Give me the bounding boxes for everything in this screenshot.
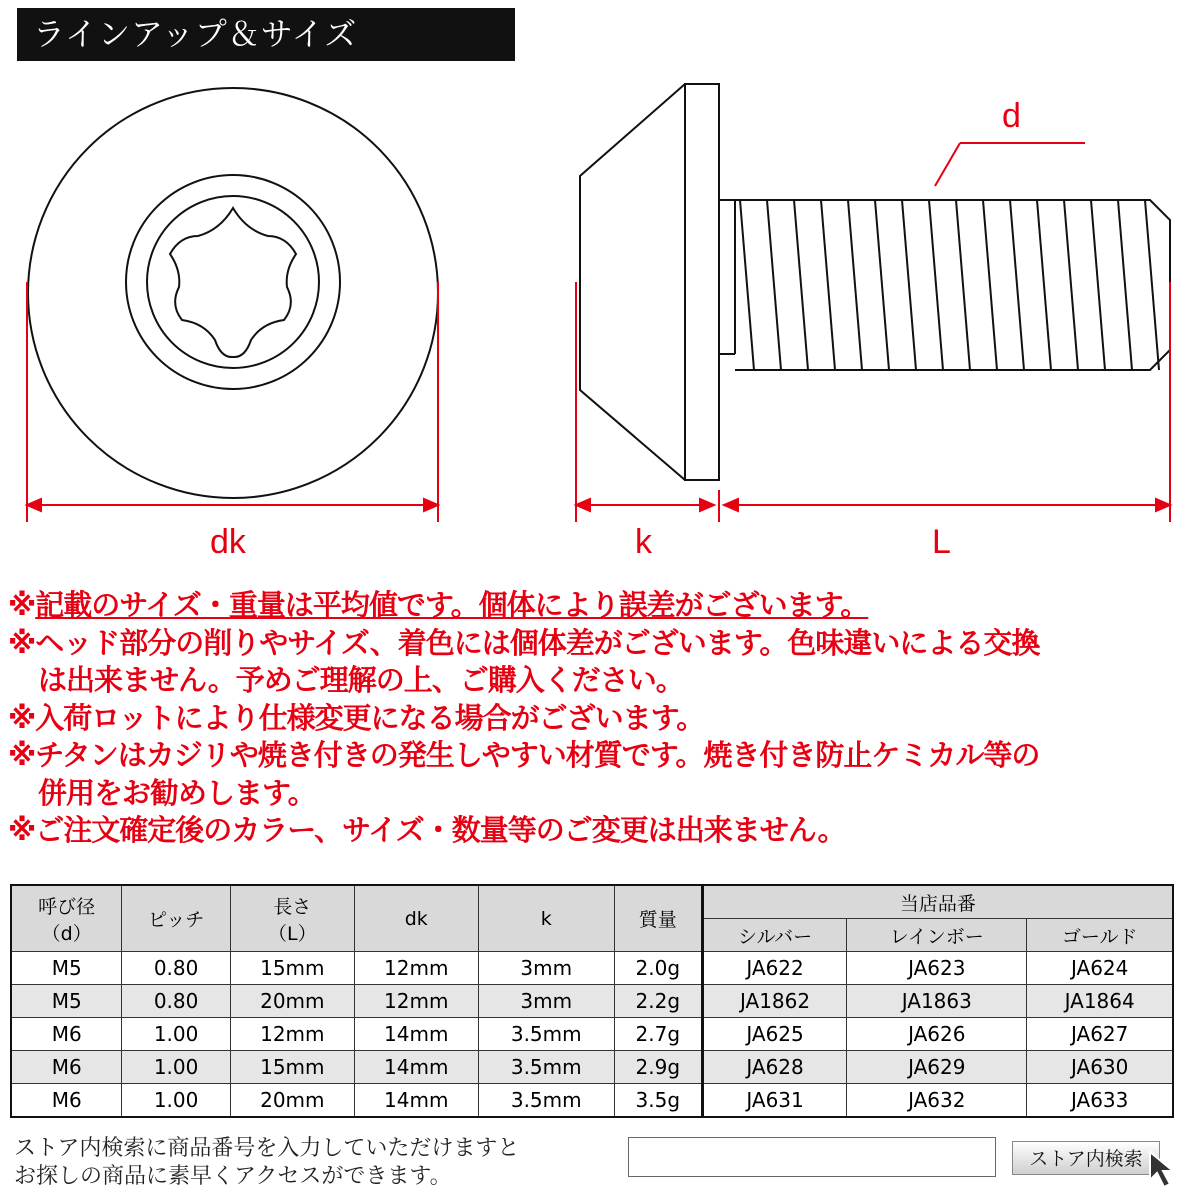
- table-cell: JA627: [1027, 1018, 1173, 1051]
- search-instructions: [14, 1135, 519, 1191]
- thread-line: [821, 200, 835, 370]
- table-cell: 14mm: [354, 1084, 478, 1118]
- table-cell: 0.80: [122, 985, 230, 1018]
- torx-recess-icon: [170, 208, 296, 357]
- table-cell: 3mm: [478, 985, 614, 1018]
- table-cell: 3.5g: [614, 1084, 702, 1118]
- thread-line: [767, 200, 781, 370]
- thread-line: [1037, 200, 1051, 370]
- table-cell: 3.5mm: [478, 1084, 614, 1118]
- table-cell: JA630: [1027, 1051, 1173, 1084]
- table-row: [11, 1084, 1173, 1118]
- header-nominal: 呼び径 （d）: [11, 885, 122, 952]
- note-line: ※記載のサイズ・重量は平均値です。個体により誤差がございます。: [8, 588, 869, 622]
- table-cell: 0.80: [122, 952, 230, 985]
- table-cell: M6: [11, 1018, 122, 1051]
- table-cell: JA622: [702, 952, 846, 985]
- notes-list: [8, 587, 1198, 850]
- table-cell: 12mm: [354, 985, 478, 1018]
- note-line: ※ヘッド部分の削りやサイズ、着色には個体差がございます。色味違いによる交換: [8, 625, 1040, 660]
- thread-line: [983, 200, 997, 370]
- thread-line: [794, 200, 808, 370]
- table-cell: 1.00: [122, 1018, 230, 1051]
- thread-line: [929, 200, 943, 370]
- header-pitch: ピッチ: [122, 885, 230, 952]
- spec-table: [10, 884, 1174, 1118]
- search-instructions-line: ストア内検索に商品番号を入力していただけますと: [14, 1136, 520, 1161]
- table-row: [11, 1051, 1173, 1084]
- cursor-arrow-icon: [1148, 1150, 1188, 1190]
- dim-label-k: k: [635, 523, 652, 561]
- thread-line: [1091, 200, 1105, 370]
- thread-line: [875, 200, 889, 370]
- table-row: [11, 985, 1173, 1018]
- thread-line: [902, 200, 916, 370]
- table-cell: 1.00: [122, 1084, 230, 1118]
- table-cell: M6: [11, 1084, 122, 1118]
- table-cell: 2.0g: [614, 952, 702, 985]
- table-cell: 12mm: [354, 952, 478, 985]
- table-cell: 3.5mm: [478, 1018, 614, 1051]
- table-cell: JA628: [702, 1051, 846, 1084]
- search-instructions-line: お探しの商品に素早くアクセスができます。: [14, 1164, 452, 1189]
- table-cell: 2.9g: [614, 1051, 702, 1084]
- header-store-code: 当店品番: [702, 885, 1173, 919]
- table-cell: 15mm: [230, 952, 354, 985]
- thread-lines: [740, 200, 1159, 370]
- header-silver: シルバー: [702, 919, 846, 952]
- table-cell: JA1863: [847, 985, 1027, 1018]
- bolt-head-front-view: [28, 88, 438, 498]
- table-cell: M5: [11, 952, 122, 985]
- header-dk: dk: [354, 885, 478, 952]
- note-line: は出来ません。予めご理解の上、ご購入ください。: [38, 663, 684, 697]
- header-length: 長さ （L）: [230, 885, 354, 952]
- dim-label-d: d: [1002, 97, 1021, 135]
- table-cell: 3mm: [478, 952, 614, 985]
- table-cell: 20mm: [230, 985, 354, 1018]
- table-cell: 12mm: [230, 1018, 354, 1051]
- table-row: [11, 1018, 1173, 1051]
- table-cell: 3.5mm: [478, 1051, 614, 1084]
- table-row: [11, 952, 1173, 985]
- thread-line: [1010, 200, 1024, 370]
- store-search-input[interactable]: [628, 1137, 996, 1177]
- spec-table-body: [11, 952, 1173, 1118]
- table-cell: JA626: [847, 1018, 1027, 1051]
- header-k: k: [478, 885, 614, 952]
- bolt-diagram: [0, 0, 1200, 580]
- table-cell: 2.2g: [614, 985, 702, 1018]
- note-line: 併用をお勧めします。: [38, 775, 316, 810]
- table-cell: 14mm: [354, 1051, 478, 1084]
- table-cell: M5: [11, 985, 122, 1018]
- table-cell: 15mm: [230, 1051, 354, 1084]
- note-line: ※入荷ロットにより仕様変更になる場合がございます。: [8, 700, 705, 735]
- note-line: ※ご注文確定後のカラー、サイズ・数量等のご変更は出来ません。: [8, 813, 846, 847]
- table-cell: JA624: [1027, 952, 1173, 985]
- table-cell: M6: [11, 1051, 122, 1084]
- table-cell: JA1864: [1027, 985, 1173, 1018]
- header-gold: ゴールド: [1027, 919, 1173, 952]
- table-cell: JA623: [847, 952, 1027, 985]
- dim-label-dk: dk: [210, 523, 246, 561]
- dim-label-L: L: [932, 523, 951, 561]
- header-rainbow: レインボー: [847, 919, 1027, 952]
- table-cell: JA633: [1027, 1084, 1173, 1118]
- table-cell: 2.7g: [614, 1018, 702, 1051]
- note-line: ※チタンはカジリや焼き付きの発生しやすい材質です。焼き付き防止ケミカル等の: [8, 738, 1040, 772]
- thread-line: [1145, 200, 1159, 370]
- thread-line: [848, 200, 862, 370]
- table-cell: JA631: [702, 1084, 846, 1118]
- store-search-button[interactable]: ストア内検索: [1012, 1141, 1160, 1175]
- table-cell: JA1862: [702, 985, 846, 1018]
- table-cell: JA629: [847, 1051, 1027, 1084]
- header-weight: 質量: [614, 885, 702, 952]
- thread-line: [956, 200, 970, 370]
- table-cell: JA632: [847, 1084, 1027, 1118]
- table-cell: JA625: [702, 1018, 846, 1051]
- table-cell: 1.00: [122, 1051, 230, 1084]
- thread-line: [1064, 200, 1078, 370]
- table-cell: 20mm: [230, 1084, 354, 1118]
- thread-line: [1118, 200, 1132, 370]
- section-title: ラインアップ＆サイズ: [17, 8, 515, 61]
- table-cell: 14mm: [354, 1018, 478, 1051]
- thread-line: [740, 200, 754, 370]
